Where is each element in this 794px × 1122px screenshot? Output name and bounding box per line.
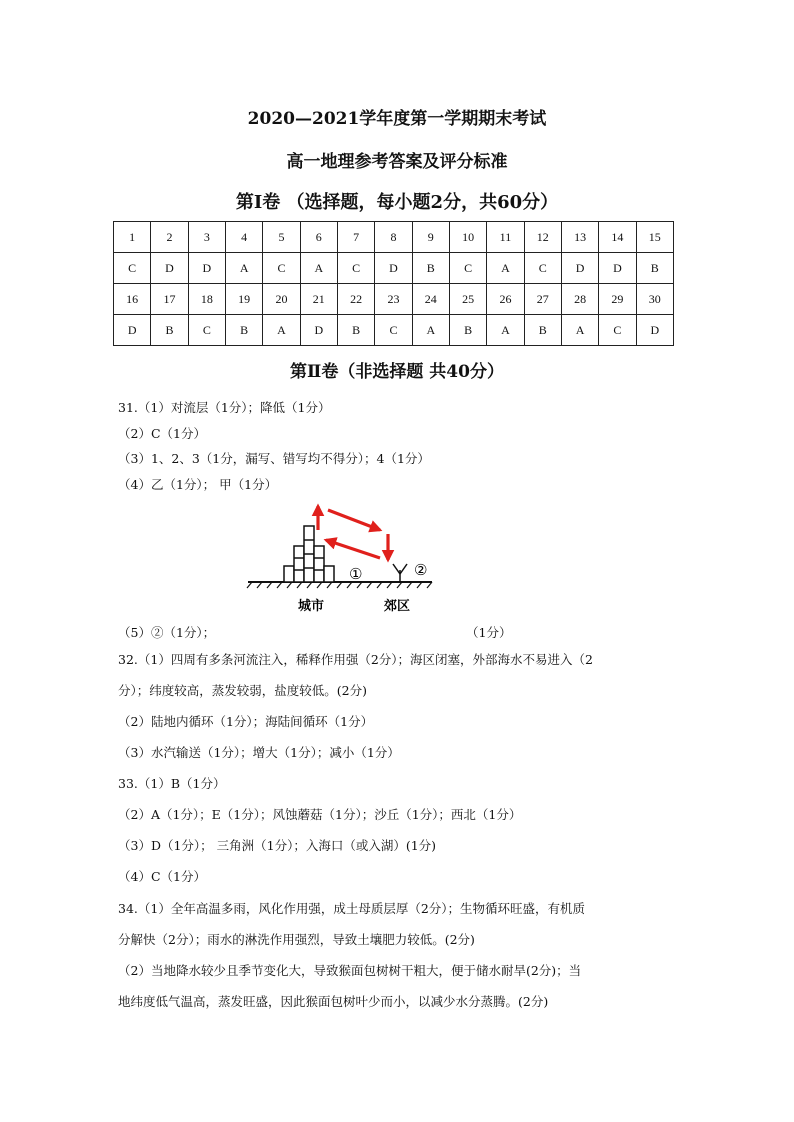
arrow-lower-left <box>326 540 380 558</box>
answer-table-cell: 13 <box>561 222 598 253</box>
answer-table-cell: B <box>636 253 673 284</box>
answer-table-cell: D <box>599 253 636 284</box>
answer-table-cell: D <box>375 253 412 284</box>
answer-table-cell: 4 <box>225 222 262 253</box>
answer-table-cell: A <box>225 253 262 284</box>
answer-table-cell: 29 <box>599 284 636 315</box>
q31-line-3: （3）1、2、3（1分，漏写、错写均不得分）；4（1分） <box>118 451 430 466</box>
answer-table-cell: B <box>449 315 486 346</box>
answer-table-cell: B <box>151 315 188 346</box>
answer-table-cell: 20 <box>263 284 300 315</box>
q34-line-2b: 地纬度低气温高，蒸发旺盛，因此猴面包树叶少而小，以减少水分蒸腾。(2分) <box>118 994 549 1009</box>
answer-table-cell: 24 <box>412 284 449 315</box>
answer-key-subtitle: 高一地理参考答案及评分标准 <box>286 152 508 172</box>
answer-table-cell: A <box>412 315 449 346</box>
answer-table-cell: D <box>151 253 188 284</box>
answer-table-row <box>114 315 674 346</box>
answer-table-cell: 18 <box>188 284 225 315</box>
part2-heading: 第Ⅱ卷（非选择题 共40分） <box>290 362 504 382</box>
q33-line-1: 33.（1）B（1分） <box>118 776 226 791</box>
circulation-arrows <box>318 506 388 560</box>
answer-table-cell: 23 <box>375 284 412 315</box>
part1-heading: 第Ⅰ卷 （选择题，每小题2分，共60分） <box>235 192 559 213</box>
answer-table-cell: C <box>337 253 374 284</box>
marker-2: ② <box>414 561 428 579</box>
answer-table-cell: 22 <box>337 284 374 315</box>
answer-table-cell: B <box>225 315 262 346</box>
answer-table-cell: 30 <box>636 284 673 315</box>
answer-table-cell: 12 <box>524 222 561 253</box>
answer-table-cell: 15 <box>636 222 673 253</box>
answer-table-cell: 16 <box>114 284 151 315</box>
answer-table-cell: 21 <box>300 284 337 315</box>
answer-table-cell: 2 <box>151 222 188 253</box>
answer-table-cell: 10 <box>449 222 486 253</box>
q32-line-2: （2）陆地内循环（1分）；海陆间循环（1分） <box>118 714 374 729</box>
answer-table-cell: B <box>337 315 374 346</box>
answer-table-cell: D <box>636 315 673 346</box>
answer-table-cell: D <box>188 253 225 284</box>
answer-table-cell: 14 <box>599 222 636 253</box>
answer-table-cell: 19 <box>225 284 262 315</box>
answer-table-cell: 6 <box>300 222 337 253</box>
answer-table <box>113 221 674 346</box>
city-buildings <box>284 526 334 582</box>
answer-table-cell: A <box>487 315 524 346</box>
answer-table-row <box>114 222 674 253</box>
answer-table-cell: A <box>263 315 300 346</box>
answer-table-cell: D <box>561 253 598 284</box>
q34-line-1b: 分解快（2分）；雨水的淋洗作用强烈，导致土壤肥力较低。(2分) <box>118 932 475 947</box>
answer-table-cell: B <box>412 253 449 284</box>
answer-table-cell: C <box>599 315 636 346</box>
suburb-plant-icon <box>393 564 407 582</box>
answer-table-cell: C <box>263 253 300 284</box>
q31-line-5: （5）②（1分）； <box>118 625 216 640</box>
q32-line-3: （3）水汽输送（1分）；增大（1分）；减小（1分） <box>118 745 400 760</box>
q33-line-2: （2）A（1分）；E（1分）；风蚀蘑菇（1分）；沙丘（1分）；西北（1分） <box>118 807 522 822</box>
answer-table-cell: 26 <box>487 284 524 315</box>
answer-table-cell: 5 <box>263 222 300 253</box>
answer-table-cell: C <box>375 315 412 346</box>
q34-line-1a: 34.（1）全年高温多雨，风化作用强，成土母质层厚（2分）；生物循环旺盛，有机质 <box>118 901 586 916</box>
answer-table-cell: A <box>561 315 598 346</box>
answer-table-cell: 8 <box>375 222 412 253</box>
answer-table-cell: B <box>524 315 561 346</box>
answer-table-cell: D <box>300 315 337 346</box>
answer-table-cell: C <box>524 253 561 284</box>
q34-line-2a: （2）当地降水较少且季节变化大，导致猴面包树树干粗大，便于储水耐旱(2分)；当 <box>118 963 582 978</box>
answer-table-cell: 9 <box>412 222 449 253</box>
answer-table-cell: D <box>114 315 151 346</box>
arrow-upper-right <box>328 510 380 530</box>
answer-table-cell: 27 <box>524 284 561 315</box>
answer-table-cell: 11 <box>487 222 524 253</box>
answer-table-cell: 17 <box>151 284 188 315</box>
exam-title: 2020—2021学年度第一学期期末考试 <box>247 109 547 129</box>
answer-table-cell: A <box>487 253 524 284</box>
answer-table-cell: C <box>114 253 151 284</box>
answer-table-row <box>114 253 674 284</box>
q31-line-1: 31.（1）对流层（1分）；降低（1分） <box>118 400 331 415</box>
answer-table-cell: 28 <box>561 284 598 315</box>
answer-table-cell: A <box>300 253 337 284</box>
answer-table-cell: 1 <box>114 222 151 253</box>
answer-table-cell: C <box>449 253 486 284</box>
suburb-label: 郊区 <box>384 599 411 614</box>
marker-1: ① <box>349 565 363 583</box>
q31-line-2: （2）C（1分） <box>118 426 206 441</box>
q32-line-1a: 32.（1）四周有多条河流注入，稀释作用强（2分）；海区闭塞，外部海水不易进入（2 <box>118 652 593 667</box>
answer-table-row <box>114 284 674 315</box>
answer-table-cell: C <box>188 315 225 346</box>
q32-line-1b: 分）；纬度较高，蒸发较弱，盐度较低。(2分) <box>118 683 367 698</box>
q31-line-4: （4）乙（1分）； 甲（1分） <box>118 477 278 492</box>
q33-line-4: （4）C（1分） <box>118 869 206 884</box>
city-label: 城市 <box>298 599 325 614</box>
q33-line-3: （3）D（1分）； 三角洲（1分）；入海口（或入湖）(1分) <box>118 838 437 853</box>
answer-table-cell: 3 <box>188 222 225 253</box>
q31-line-5-score: （1分） <box>466 625 512 640</box>
answer-table-cell: 7 <box>337 222 374 253</box>
urban-heat-island-diagram <box>240 500 440 620</box>
answer-table-cell: 25 <box>449 284 486 315</box>
